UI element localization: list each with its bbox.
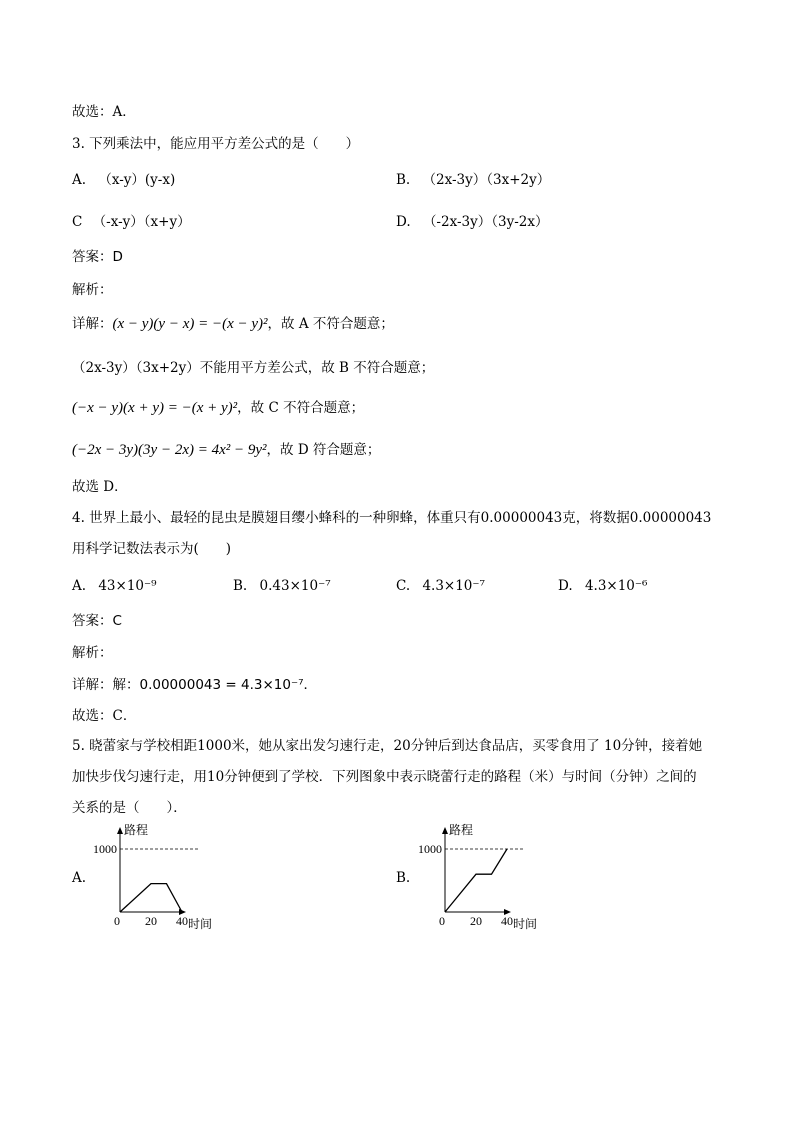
q4-conclusion: 故选：C． (72, 708, 137, 724)
q3-detail-4-expr: (−2x − 3y)(3y − 2x) = 4x² − 9y² (72, 442, 267, 458)
q5-stem-line-1: 5. 晓蕾家与学校相距1000米，她从家出发匀速行走，20分钟后到达食品店，买零食用了 10分钟，接着她 (72, 738, 703, 754)
q3-option-b-label: B. (396, 172, 411, 188)
series-line (120, 884, 182, 912)
q3-detail-2: （2x-3y）（3x+2y）不能用平方差公式，故 B 不符合题意； (72, 360, 435, 376)
x-tick-label: 40 (501, 914, 513, 928)
q3-option-a (72, 170, 175, 190)
q3-option-b (396, 170, 550, 190)
q4-option-b-text: 0.43×10⁻⁷ (259, 578, 331, 594)
q4-option-a-label: A. (72, 578, 87, 594)
series-line (445, 849, 507, 912)
q4-option-c-label: C. (396, 578, 411, 594)
q4-option-c (396, 576, 485, 596)
q4-option-d-label: D. (558, 578, 573, 594)
q4-stem-line-1: 4. 世界上最小、最轻的昆虫是膜翅目缨小蜂科的一种卵蜂，体重只有0.00000043克，将数据0.00000043 (72, 510, 712, 526)
y-axis-label: 路程 (124, 823, 149, 837)
x-tick-label: 40 (176, 914, 188, 928)
q4-option-b-label: B. (233, 578, 248, 594)
x-tick-label: 20 (470, 914, 482, 928)
q4-option-b (233, 576, 331, 596)
q3-option-d (396, 212, 548, 232)
y-axis-arrow (117, 827, 123, 834)
q4-stem-line-2: 用科学记数法表示为( ) (72, 541, 232, 557)
q3-option-d-label: D. (396, 214, 411, 230)
y-axis-arrow (442, 827, 448, 834)
q5-option-b-label: B. (396, 870, 411, 886)
q3-conclusion: 故选 D． (72, 479, 128, 495)
q3-analysis-label: 解析： (72, 282, 113, 298)
x-tick-label: 0 (439, 914, 445, 928)
q4-analysis-label: 解析： (72, 645, 113, 661)
q3-detail-3 (72, 398, 364, 418)
q3-detail-3-suffix: ，故 C 不符合题意； (237, 400, 365, 416)
q5-stem-line-2: 加快步伐匀速行走，用10分钟便到了学校．下列图象中表示晓蕾行走的路程（米）与时间（分钟）之间的 (72, 769, 697, 785)
prev-conclusion: 故选：A． (72, 104, 136, 120)
q3-detail-1-expr: (x − y)(y − x) = −(x − y)² (112, 316, 268, 332)
q3-option-a-text: （x-y）(y-x) (98, 172, 176, 188)
q3-answer: 答案：D (72, 249, 123, 265)
q3-detail-4-suffix: ，故 D 符合题意； (266, 442, 381, 458)
q3-detail-4 (72, 440, 380, 460)
y-axis-label: 路程 (449, 823, 474, 837)
q5-chart-a (85, 822, 225, 932)
y-ref-label: 1000 (93, 842, 117, 856)
q5-chart-b (410, 822, 550, 932)
q3-option-b-text: （2x-3y）（3x+2y） (422, 172, 551, 188)
q3-detail-1-prefix: 详解： (72, 316, 113, 332)
q3-option-c (72, 212, 191, 232)
q4-option-c-text: 4.3×10⁻⁷ (422, 578, 485, 594)
q3-option-d-text: （-2x-3y）（3y-2x） (422, 214, 549, 230)
q4-option-d-text: 4.3×10⁻⁶ (584, 578, 648, 594)
q3-detail-1 (72, 314, 394, 334)
q4-option-a-text: 43×10⁻⁹ (98, 578, 157, 594)
q5-stem-line-3: 关系的是（ ）． (72, 800, 187, 816)
x-tick-label: 20 (145, 914, 157, 928)
x-tick-label: 0 (114, 914, 120, 928)
q4-option-d (558, 576, 647, 596)
q3-option-c-label: C (72, 214, 83, 230)
q5-option-a-label: A. (72, 870, 87, 886)
q4-detail: 详解：解：0.00000043 = 4.3×10⁻⁷． (72, 677, 317, 693)
y-ref-label: 1000 (418, 842, 442, 856)
q3-detail-1-suffix: ，故 A 不符合题意； (267, 316, 394, 332)
q3-stem: 3. 下列乘法中，能应用平方差公式的是（ ） (72, 136, 360, 152)
q3-option-a-label: A. (72, 172, 87, 188)
x-axis-label: 时间 (513, 917, 538, 931)
x-axis-label: 时间 (188, 917, 213, 931)
q4-option-a (72, 576, 157, 596)
q3-detail-3-expr: (−x − y)(x + y) = −(x + y)² (72, 400, 238, 416)
q4-answer: 答案：C (72, 613, 122, 629)
q3-option-c-text: （-x-y）（x+y） (92, 214, 191, 230)
